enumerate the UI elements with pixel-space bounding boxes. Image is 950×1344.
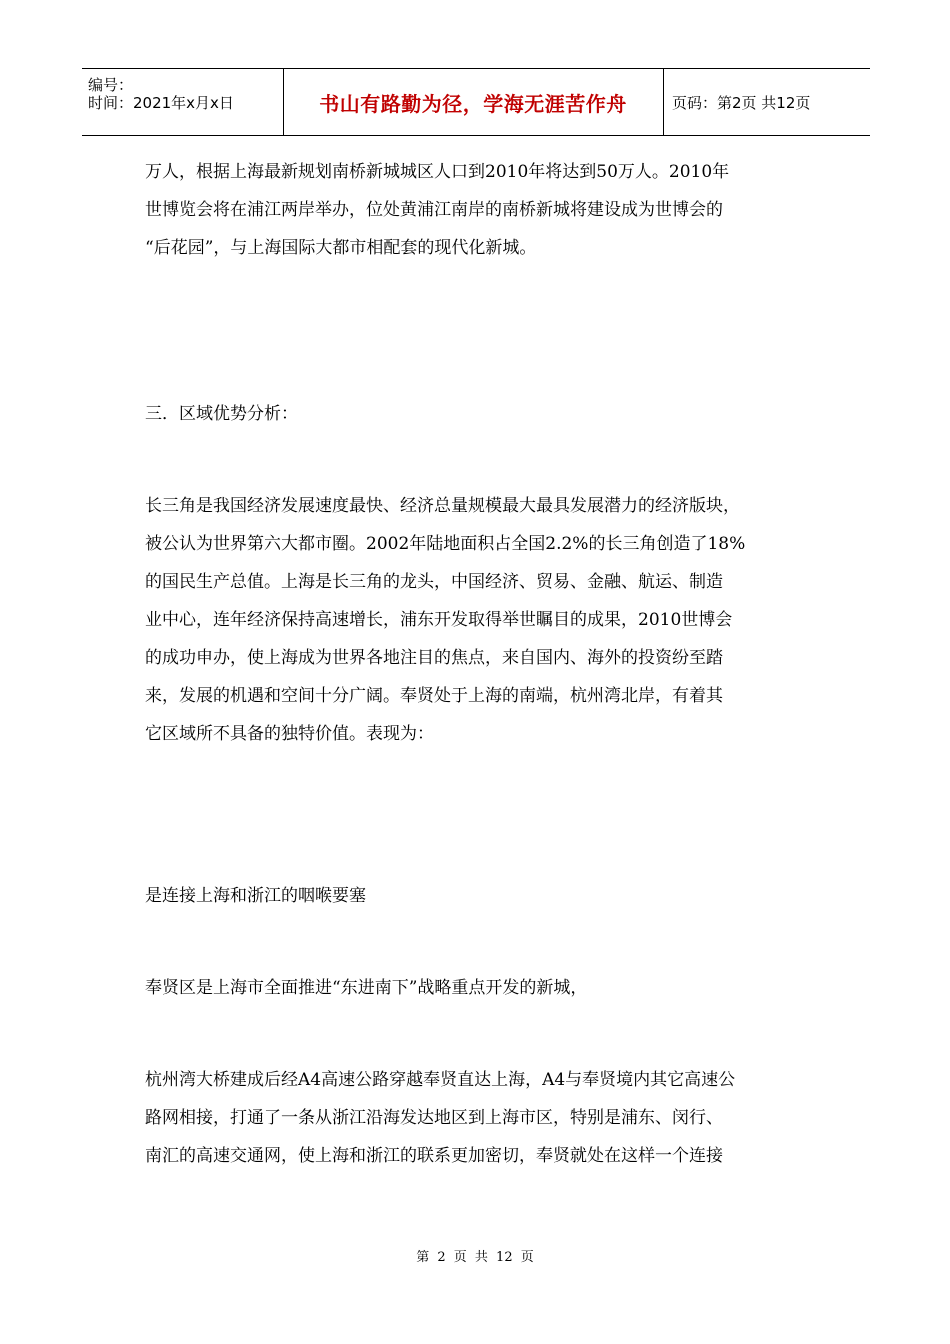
text-line: 杭州湾大桥建成后经A4高速公路穿越奉贤直达上海，A4与奉贤境内其它高速公 bbox=[145, 1070, 736, 1090]
paragraph-new-city bbox=[145, 153, 825, 267]
text-line: 它区域所不具备的独特价值。表现为： bbox=[145, 724, 434, 744]
header-meta bbox=[82, 69, 283, 135]
point-gateway: 是连接上海和浙江的咽喉要塞 bbox=[145, 886, 366, 906]
paragraph-bridge bbox=[145, 1061, 825, 1175]
page-header bbox=[82, 68, 870, 136]
text-line: 被公认为世界第六大都市圈。2002年陆地面积占全国2.2%的长三角创造了18% bbox=[145, 534, 746, 554]
text-line: 来，发展的机遇和空间十分广阔。奉贤处于上海的南端，杭州湾北岸，有着其 bbox=[145, 686, 723, 706]
text-line: 路网相接，打通了一条从浙江沿海发达地区到上海市区，特别是浦东、闵行、 bbox=[145, 1108, 723, 1128]
section-heading: 三．区域优势分析： bbox=[145, 404, 298, 424]
paragraph-yangtze-delta bbox=[145, 487, 825, 753]
doc-number-label: 编号： bbox=[88, 76, 134, 94]
text-line: 的成功申办，使上海成为世界各地注目的焦点，来自国内、海外的投资纷至踏 bbox=[145, 648, 723, 668]
text-line: 南汇的高速交通网，使上海和浙江的联系更加密切，奉贤就处在这样一个连接 bbox=[145, 1146, 723, 1166]
text-line: 世博览会将在浦江两岸举办，位处黄浦江南岸的南桥新城将建设成为世博会的 bbox=[145, 200, 723, 220]
header-motto: 书山有路勤为径，学海无涯苦作舟 bbox=[319, 91, 627, 116]
header-page-indicator: 页码：第2页 共12页 bbox=[672, 93, 811, 112]
text-line: 业中心，连年经济保持高速增长，浦东开发取得举世瞩目的成果，2010世博会 bbox=[145, 610, 733, 630]
doc-date-label: 时间：2021年x月x日 bbox=[88, 94, 234, 112]
text-line: 万人，根据上海最新规划南桥新城城区人口到2010年将达到50万人。2010年 bbox=[145, 162, 730, 182]
page-footer: 第 2 页 共 12 页 bbox=[416, 1250, 534, 1265]
text-line: “后花园”，与上海国际大都市相配套的现代化新城。 bbox=[145, 238, 537, 258]
text-line: 的国民生产总值。上海是长三角的龙头，中国经济、贸易、金融、航运、制造 bbox=[145, 572, 723, 592]
point-strategy: 奉贤区是上海市全面推进“东进南下”战略重点开发的新城， bbox=[145, 978, 588, 998]
text-line: 长三角是我国经济发展速度最快、经济总量规模最大最具发展潜力的经济版块， bbox=[145, 496, 740, 516]
